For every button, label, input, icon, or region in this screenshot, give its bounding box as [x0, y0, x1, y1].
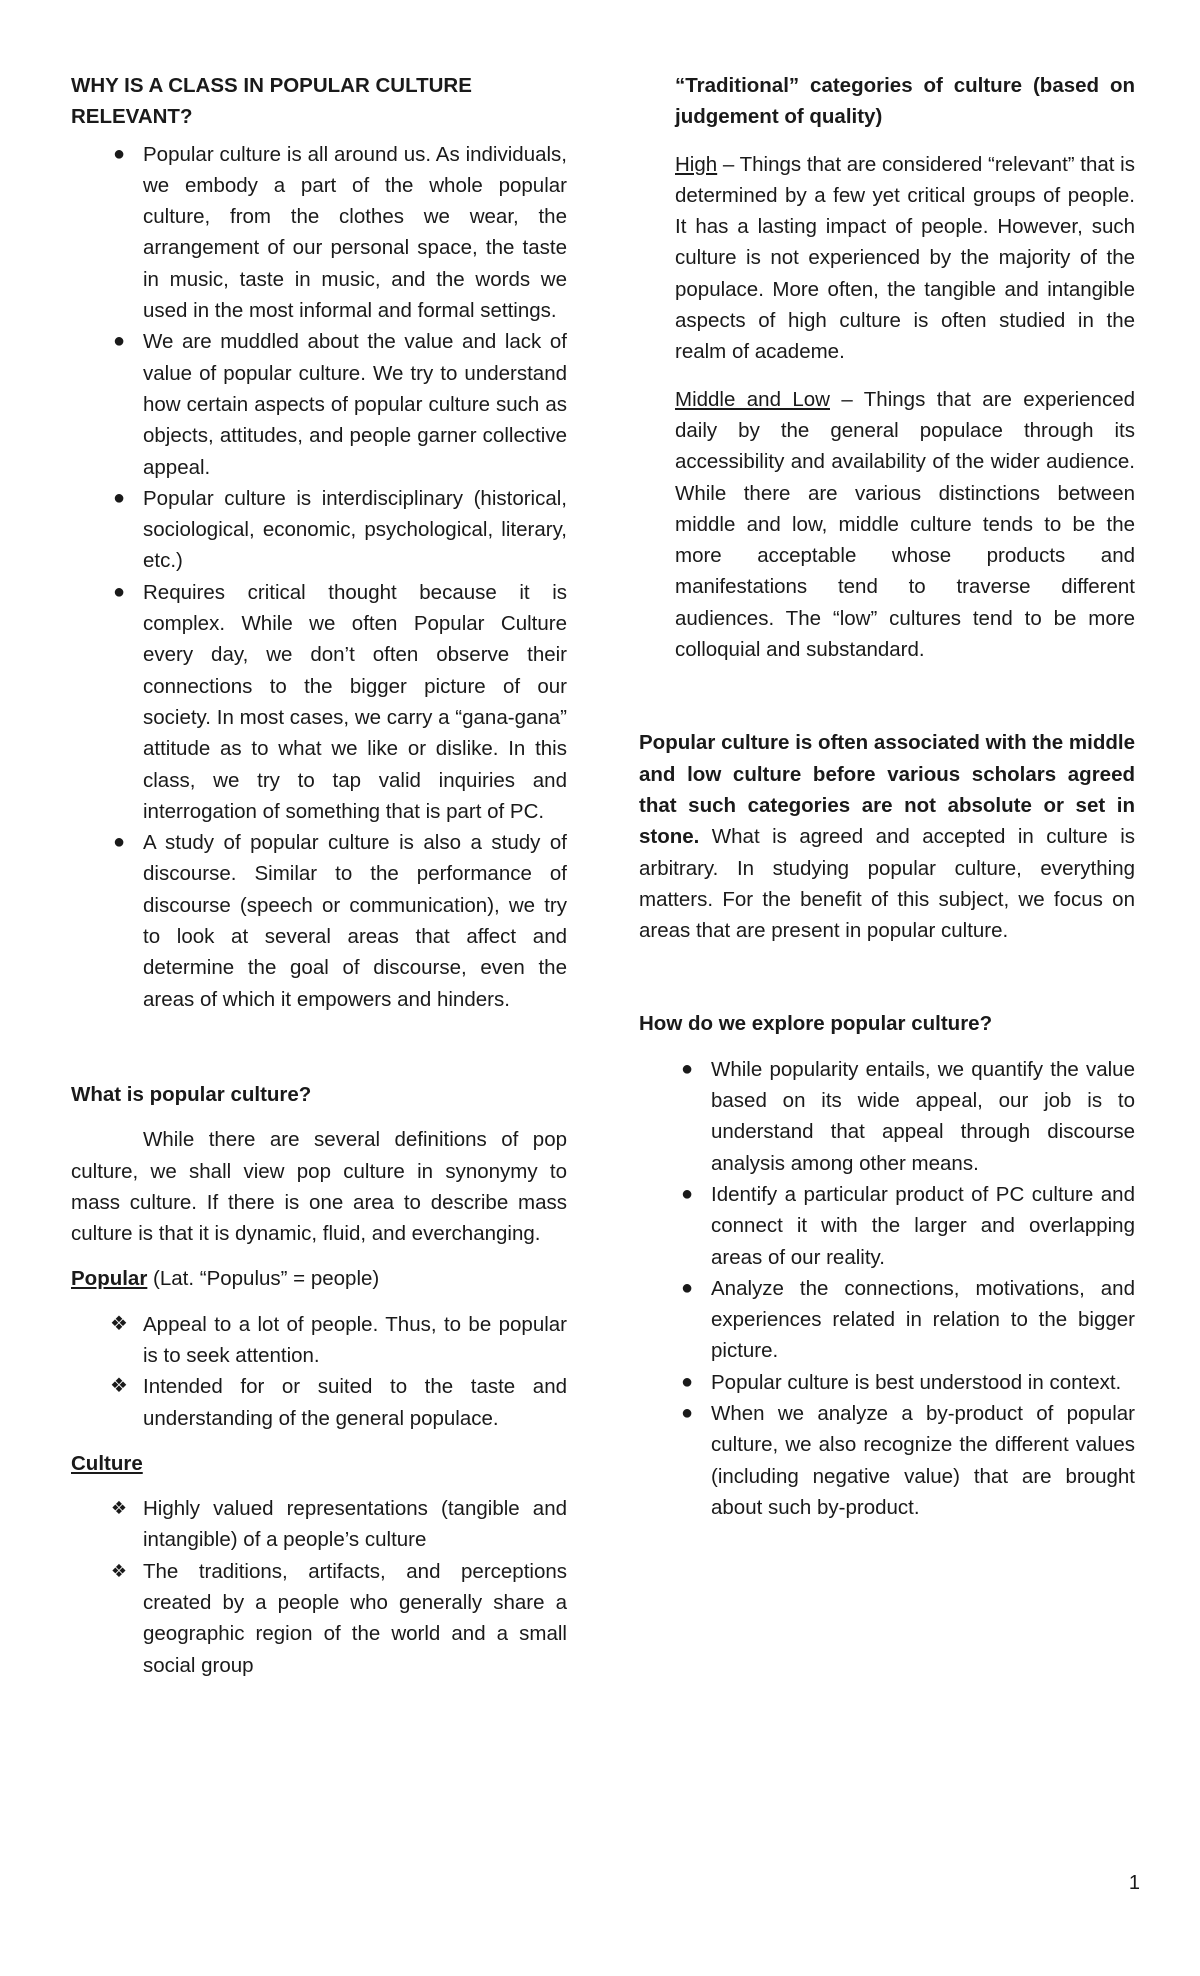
- diamond-outline-bullet-icon: ❖: [110, 1498, 128, 1519]
- diamond-outline-bullet-icon: ❖: [110, 1560, 128, 1581]
- list-item: ● Popular culture is best understood in context.: [639, 1367, 1135, 1398]
- diamond-bullet-icon: ❖: [110, 1375, 128, 1398]
- list-item: ● Analyze the connections, motivations, and experiences related in relation to the bigger picture.: [639, 1273, 1135, 1367]
- list-item: ● Identify a particular product of PC culture and connect it with the larger and overlapping areas of our reality.: [639, 1179, 1135, 1273]
- diamond-bullet-icon: ❖: [110, 1312, 128, 1335]
- bullet-icon: ●: [112, 831, 126, 854]
- heading-traditional-categories: “Traditional” categories of culture (based on judgement of quality): [675, 74, 1135, 129]
- list-item: ● Popular culture is interdisciplinary (historical, sociological, economic, psychological, literary, etc.): [71, 483, 567, 577]
- heading-what-is-pop-culture: What is popular culture?: [71, 1082, 312, 1106]
- heading-why-relevant: WHY IS A CLASS IN POPULAR CULTURE RELEVANT?: [71, 74, 472, 129]
- explore-list: [639, 1054, 1135, 1523]
- list-item: ❖ Appeal to a lot of people. Thus, to be popular is to seek attention.: [71, 1309, 567, 1372]
- definition-paragraph: While there are several definitions of pop culture, we shall view pop culture in synonymy to mass culture. If there is one area to describe mass culture is that it is dynamic, fluid, and everchanging.: [71, 1128, 567, 1246]
- bullet-icon: ●: [680, 1182, 694, 1205]
- list-item: ● A study of popular culture is also a study of discourse. Similar to the performance of discourse (speech or communication), we try to look at several areas that affect and determine the goal of discourse, even the areas of which it empowers and hinders.: [71, 827, 567, 1015]
- middle-low-term: Middle and Low: [675, 387, 830, 411]
- heading-how-explore: How do we explore popular culture?: [639, 1012, 993, 1036]
- association-paragraph: Popular culture is often associated with the middle and low culture before various scholars agreed that such categories are not absolute or set in stone. What is agreed and accepted in culture is arbitrary. In studying popular culture, everything matters. For the benefit of this subject, we focus on areas that are present in popular culture.: [639, 731, 1135, 943]
- bullet-icon: ●: [680, 1057, 694, 1080]
- list-item: ❖ Highly valued representations (tangible and intangible) of a people’s culture: [71, 1493, 567, 1556]
- popular-definition-line: Popular (Lat. “Populus” = people): [71, 1267, 380, 1291]
- high-culture-paragraph: High – Things that are considered “relevant” that is determined by a few yet critical groups of people. It has a lasting impact of people. However, such culture is not experienced by the majority of the populace. More often, the tangible and intangible aspects of high culture is often studied in the realm of academe.: [675, 152, 1135, 364]
- relevance-list: [71, 139, 567, 1015]
- list-item: ● We are muddled about the value and lack of value of popular culture. We try to understand how certain aspects of popular culture such as objects, attitudes, and people garner collective appeal.: [71, 326, 567, 482]
- bullet-icon: ●: [680, 1401, 694, 1424]
- culture-term: Culture: [71, 1451, 143, 1475]
- list-item: ● When we analyze a by-product of popular culture, we also recognize the different values (including negative value) that are brought about such by-product.: [639, 1398, 1135, 1523]
- middle-low-paragraph: Middle and Low – Things that are experienced daily by the general populace through its accessibility and availability of the wider audience. While there are various distinctions between middle and low, middle culture tends to be the more acceptable whose products and manifestations tend to traverse different audiences. The “low” cultures tend to be more colloquial and substandard.: [675, 387, 1135, 662]
- bullet-icon: ●: [112, 486, 126, 509]
- culture-list: [71, 1493, 567, 1681]
- popular-term: Popular: [71, 1267, 148, 1291]
- list-item: ● Requires critical thought because it is complex. While we often Popular Culture every day, we don’t often observe their connections to the bigger picture of our society. In most cases, we carry a “gana-gana” attitude as to what we like or dislike. In this class, we try to tap valid inquiries and interrogation of something that is part of PC.: [71, 577, 567, 827]
- page-number: 1: [1128, 1872, 1140, 1894]
- right-column: [639, 70, 1135, 1523]
- bullet-icon: ●: [112, 330, 126, 353]
- list-item: ● While popularity entails, we quantify the value based on its wide appeal, our job is to understand that appeal through discourse analysis among other means.: [639, 1054, 1135, 1179]
- list-item: ❖ Intended for or suited to the taste and understanding of the general populace.: [71, 1371, 567, 1434]
- left-column: [71, 70, 567, 1681]
- bullet-icon: ●: [680, 1370, 694, 1393]
- bullet-icon: ●: [680, 1276, 694, 1299]
- list-item: ● Popular culture is all around us. As individuals, we embody a part of the whole popular culture, from the clothes we wear, the arrangement of our personal space, the taste in music, taste in music, and the words we used in the most informal and formal settings.: [71, 139, 567, 327]
- bullet-icon: ●: [112, 580, 126, 603]
- list-item: ❖ The traditions, artifacts, and perceptions created by a people who generally share a geographic region of the world and a small social group: [71, 1556, 567, 1681]
- bullet-icon: ●: [112, 142, 126, 165]
- high-term: High: [675, 152, 718, 176]
- popular-list: [71, 1309, 567, 1434]
- culture-definition-line: [71, 1448, 567, 1479]
